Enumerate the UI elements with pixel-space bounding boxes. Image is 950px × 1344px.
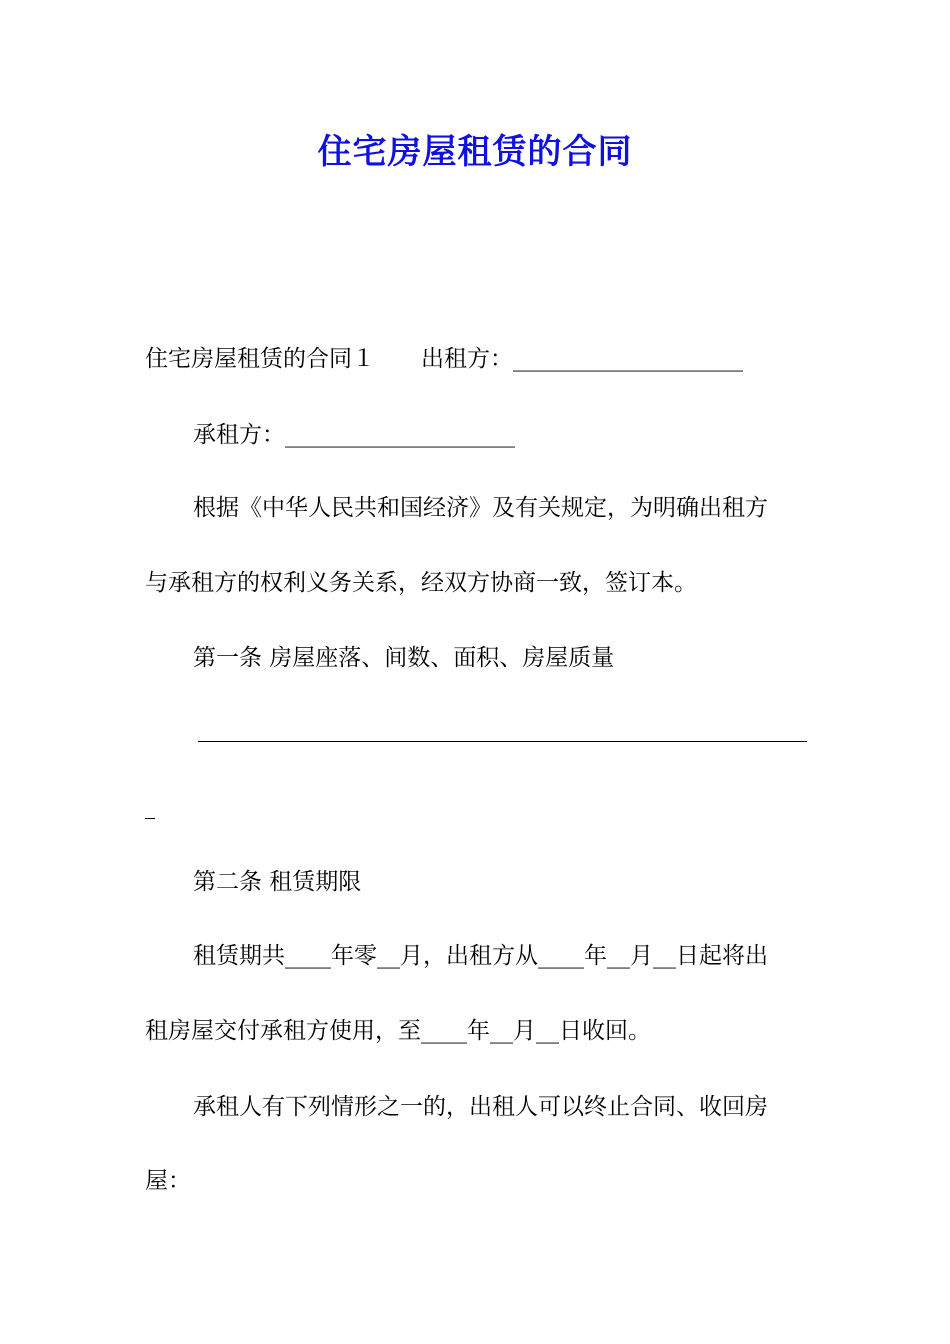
paragraph-1-line-1: 根据《中华人民共和国经济》及有关规定，为明确出租方: [193, 495, 768, 521]
paragraph-3-line-2: 屋：: [145, 1168, 191, 1194]
lessor-blank: ____________________: [513, 346, 743, 372]
contract-name: 住宅房屋租赁的合同１: [145, 346, 375, 372]
lessee-line: 承租方：____________________: [193, 422, 515, 448]
paragraph-2-line-2: 租房屋交付承租方使用，至____年__月__日收回。: [145, 1018, 651, 1044]
paragraph-3-line-1: 承租人有下列情形之一的，出租人可以终止合同、收回房: [193, 1094, 768, 1120]
article-1-title: 第一条 房屋座落、间数、面积、房屋质量: [193, 645, 615, 671]
heading-line: [145, 343, 743, 375]
article-2-title: 第二条 租赁期限: [193, 869, 362, 895]
page-title: 住宅房屋租赁的合同: [317, 132, 633, 172]
paragraph-1-line-2: 与承租方的权利义务关系，经双方协商一致，签订本。: [145, 570, 697, 596]
fill-in-rule-continuation: [145, 818, 155, 819]
fill-in-rule: [198, 741, 807, 742]
paragraph-2-line-1: 租赁期共____年零__月，出租方从____年__月__日起将出: [193, 943, 768, 969]
lessor-label: 出租方：: [421, 346, 513, 372]
